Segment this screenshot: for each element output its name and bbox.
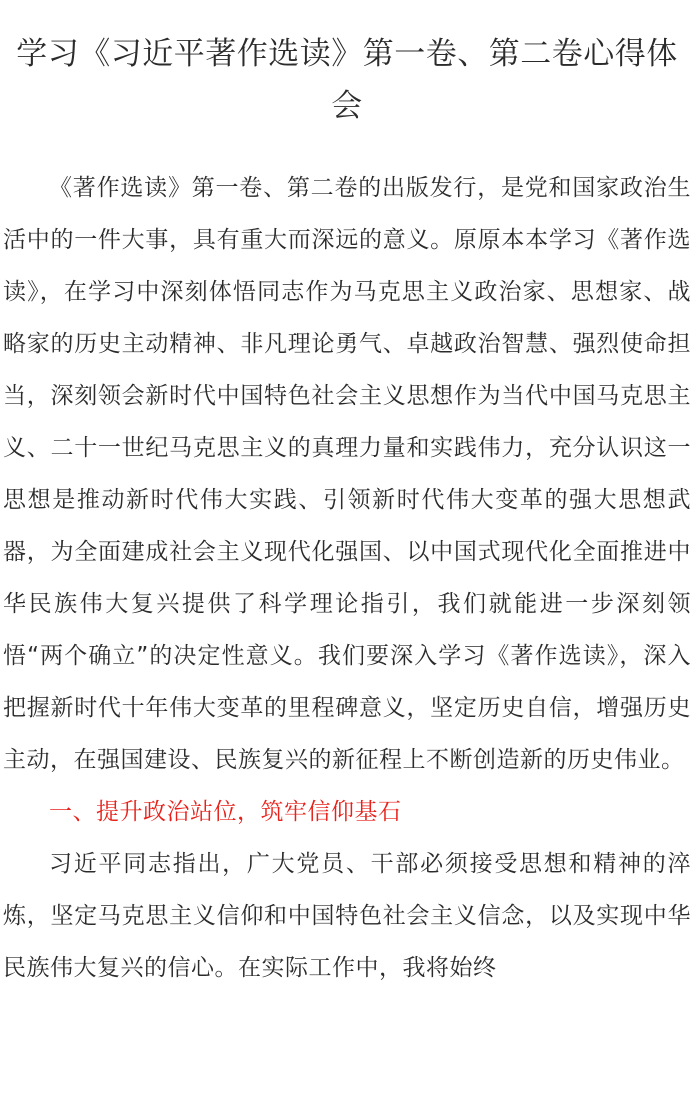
intro-paragraph: 《著作选读》第一卷、第二卷的出版发行，是党和国家政治生活中的一件大事，具有重大而深远的意义。原原本本学习《著作选读》，在学习中深刻体悟同志作为马克思主义政治家、思想家、战略家的历史主动精神、非凡理论勇气、卓越政治智慧、强烈使命担当，深刻领会新时代中国特色社会主义思想作为当代中国马克思主义、二十一世纪马克思主义的真理力量和实践伟力，充分认识这一思想是推动新时代伟大实践、引领新时代伟大变革的强大思想武器，为全面建成社会主义现代化强国、以中国式现代化全面推进中华民族伟大复兴提供了科学理论指引，我们就能进一步深刻领悟“两个确立”的决定性意义。我们要深入学习《著作选读》，深入把握新时代十年伟大变革的里程碑意义，坚定历史自信，增强历史主动，在强国建设、民族复兴的新征程上不断创造新的历史伟业。	[3, 175, 691, 773]
document-body	[3, 162, 691, 994]
section-heading: 一、提升政治站位，筑牢信仰基石	[49, 799, 402, 825]
document-title: 学习《习近平著作选读》第一卷、第二卷心得体会	[16, 36, 678, 124]
section-paragraph: 习近平同志指出，广大党员、干部必须接受思想和精神的淬炼，坚定马克思主义信仰和中国特色社会主义信念，以及实现中华民族伟大复兴的信心。在实际工作中，我将始终	[3, 851, 691, 981]
